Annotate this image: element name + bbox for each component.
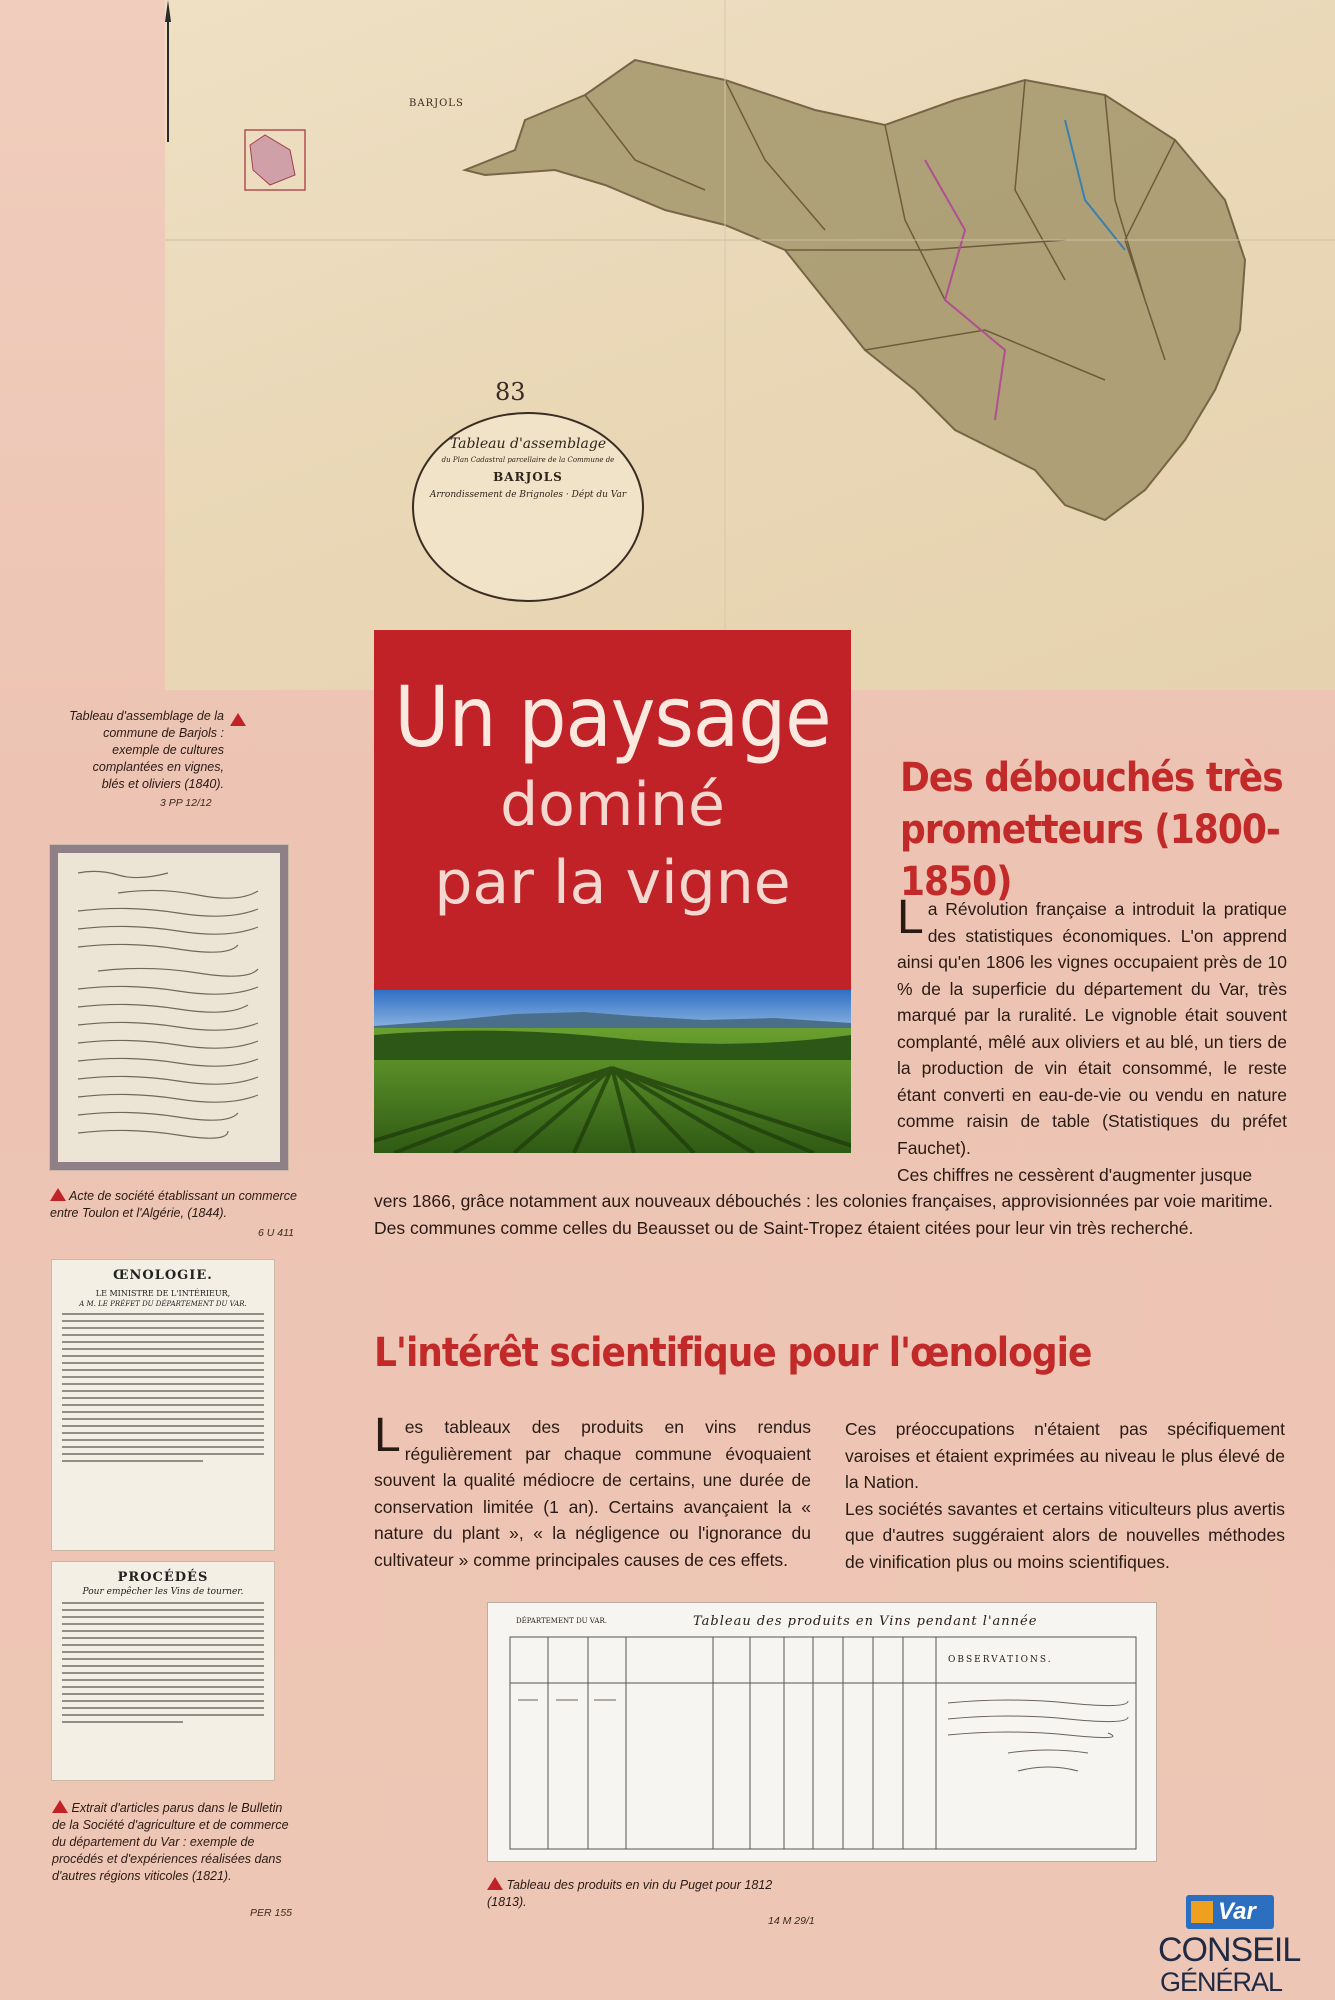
title-line-1: Un paysage [394, 668, 831, 766]
map-reference: 3 PP 12/12 [160, 797, 212, 809]
cadastral-map [165, 0, 1335, 690]
section1-continuation [374, 1188, 1288, 1241]
extrait-caption [52, 1800, 298, 1885]
section2-dropcap: L [374, 1409, 401, 1462]
cartouche-title: Tableau d'assemblage [449, 436, 607, 452]
table-title: Tableau des produits en Vins pendant l'année [693, 1614, 1038, 1629]
triangle-marker-icon [487, 1877, 503, 1890]
table-grid [488, 1603, 1156, 1861]
triangle-marker-icon [230, 713, 246, 726]
triangle-marker-icon [50, 1188, 66, 1201]
var-badge [1186, 1895, 1274, 1929]
table-department: DÉPARTEMENT DU VAR. [516, 1617, 607, 1625]
extrait-caption-text: Extrait d'articles parus dans le Bulletin de la Société d'agriculture et de commerce du département du Var : exemple de procédés et d'expériences réalisées dans d'autres régions viticoles (1821). [52, 1801, 289, 1883]
procedes-body [62, 1602, 264, 1723]
extrait-reference: PER 155 [250, 1907, 293, 1919]
wine-products-table-image [488, 1603, 1156, 1861]
title-line-2: dominé [500, 770, 725, 840]
acte-reference: 6 U 411 [258, 1227, 294, 1239]
title-line-3: par la vigne [434, 848, 791, 918]
procedes-title: PROCÉDÉS [117, 1570, 209, 1585]
section1-continuation-line: vers 1866, grâce notamment aux nouveaux débouchés : les colonies françaises, approvisionnées par voie maritime. [374, 1191, 1273, 1211]
section1-heading: Des débouchés très prometteurs (1800-1850) [900, 755, 1283, 905]
section1-text: a Révolution française a introduit la pratique des statistiques économiques. L'on apprend ainsi qu'en 1806 les vignes occupaient près de 10 % de la superficie du département du Var, très marqué par la ruralité. Le vignoble était souvent complanté, mêlé aux oliviers et au blé, un tiers de la production de vin était consommé, le reste étant converti en eau-de-vie ou vendu en nature comme raisin de table (Statistiques du préfet Fauchet). [897, 899, 1287, 1158]
table-observations-header: OBSERVATIONS. [948, 1655, 1053, 1665]
acte-caption-text: Acte de société établissant un commerce entre Toulon et l'Algérie, (1844). [50, 1189, 297, 1220]
section2-heading: L'intérêt scientifique pour l'œnologie [374, 1330, 1092, 1376]
triangle-marker-icon [52, 1800, 68, 1813]
section2-paragraph-right [845, 1416, 1285, 1575]
oenologie-subtitle: LE MINISTRE DE L'INTÉRIEUR, [95, 1289, 231, 1298]
oenologie-title: ŒNOLOGIE. [113, 1268, 213, 1283]
tableau-caption-text: Tableau des produits en vin du Puget pour 1812 (1813). [487, 1878, 773, 1909]
map-caption-text: Tableau d'assemblage de la commune de Barjols : exemple de cultures complantées en vignes, blés et oliviers (1840). [69, 709, 224, 791]
cartouche-commune: BARJOLS [493, 470, 563, 484]
section2-text-left: es tableaux des produits en vins rendus régulièrement par chaque commune évoquaient souvent la qualité médiocre de certains, une durée de conservation limitée (1 an). Certains avançaient la « nature du plant », « la négligence ou l'ignorance du cultivateur » comme principales causes de ces effets. [374, 1417, 811, 1570]
var-square-icon [1191, 1901, 1213, 1923]
acte-document-image [50, 845, 288, 1170]
north-arrow-icon [165, 0, 171, 145]
title-card [374, 630, 851, 990]
map-drawing [165, 0, 1335, 690]
oenologie-document-image [52, 1260, 274, 1550]
procedes-subtitle: Pour empêcher les Vins de tourner. [82, 1587, 244, 1597]
section1-paragraph [897, 891, 1287, 1161]
inset-map-label: BARJOLS [409, 98, 464, 109]
section2-paragraph-left [374, 1409, 811, 1573]
tableau-caption [487, 1877, 807, 1911]
oenologie-addressee: A M. LE PRÉFET DU DÉPARTEMENT DU VAR. [79, 1300, 247, 1308]
section2-text-right: Ces préoccupations n'étaient pas spécifiquement varoises et étaient exprimées au niveau le plus élevé de la Nation. [845, 1419, 1285, 1492]
logo-line-1: CONSEIL [1158, 1931, 1301, 1969]
cartouche-subtitle: du Plan Cadastral parcellaire de la Commune de [441, 456, 615, 464]
vineyard-photo [374, 990, 851, 1153]
section1-continuation-start: Ces chiffres ne cessèrent d'augmenter jusque [897, 1165, 1253, 1185]
section2-text-right: Les sociétés savantes et certains viticulteurs plus avertis que d'autres suggéraient alors de nouvelles méthodes de vinification plus ou moins scientifiques. [845, 1498, 1285, 1572]
acte-caption [50, 1188, 310, 1222]
logo-line-2: GÉNÉRAL [1160, 1967, 1283, 1997]
conseil-general-logo [1158, 1895, 1328, 2000]
cartouche-arrondissement: Arrondissement de Brignoles · Dépt du Var [429, 490, 627, 500]
map-caption [68, 708, 224, 793]
var-badge-text: Var [1218, 1898, 1256, 1925]
oenologie-body [62, 1313, 264, 1462]
section1-dropcap: L [897, 891, 924, 944]
tableau-reference: 14 M 29/1 [768, 1915, 815, 1927]
section1-continuation-line: Des communes comme celles du Beausset ou de Saint-Tropez étaient citées pour leur vin très recherché. [374, 1217, 1194, 1238]
procedes-document-image [52, 1562, 274, 1780]
map-cartouche [412, 412, 644, 602]
map-number: 83 [495, 378, 526, 406]
